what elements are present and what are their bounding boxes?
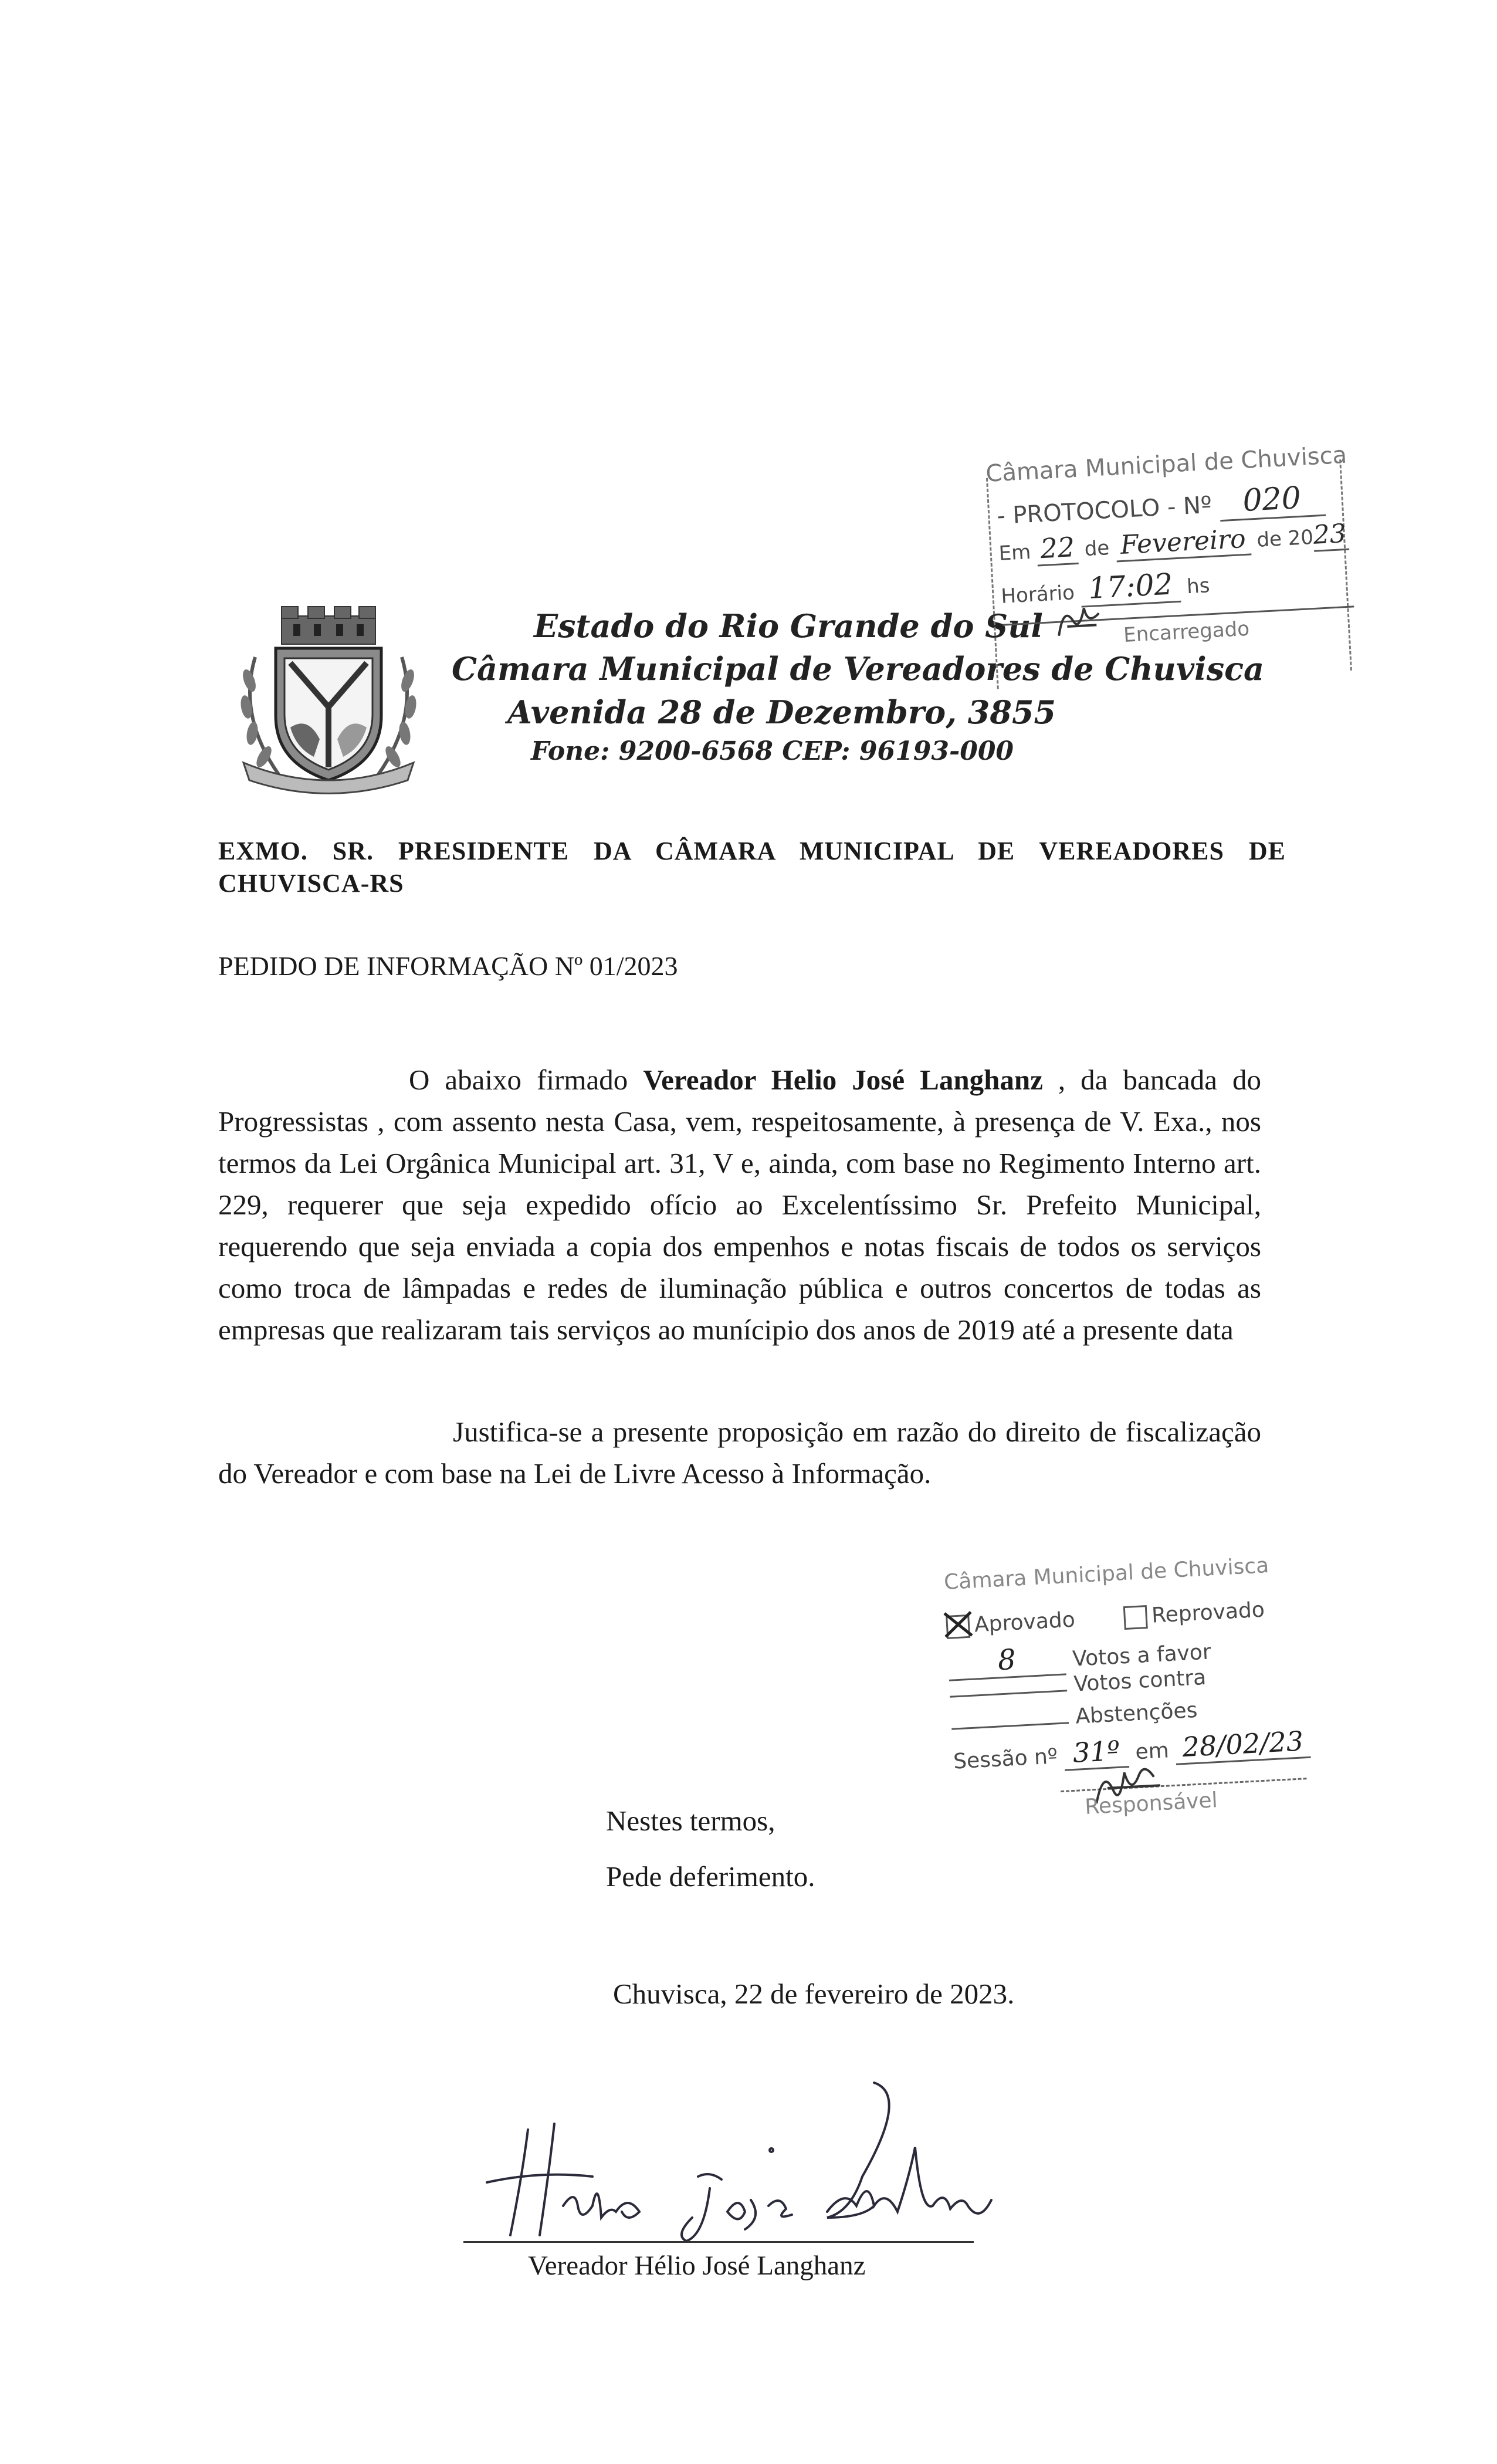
letterhead-state: Estado do Rio Grande do Sul [534, 607, 1043, 645]
closing-line-2: Pede deferimento. [606, 1860, 815, 1893]
protocol-stamp [937, 412, 1374, 739]
votes-against-blank [950, 1690, 1067, 1697]
votes-for-label: Votos a favor [1072, 1640, 1212, 1671]
protocol-month: Fevereiro [1115, 523, 1252, 562]
protocol-officer-label: Encarregado [1123, 617, 1250, 647]
approved-checkbox [946, 1615, 970, 1639]
justification-paragraph: Justifica-se a presente proposição em razão do direito de fiscalização do Vereador e com base na Lei de Livre Acesso à Informação. [218, 1416, 1261, 1490]
p1-start: O abaixo firmado [409, 1064, 643, 1096]
session-date: 28/02/23 [1174, 1725, 1311, 1765]
letterhead-address: Avenida 28 de Dezembro, 3855 [507, 693, 1056, 731]
abstentions-label: Abstenções [1075, 1698, 1198, 1729]
protocol-year-suffix: 23 [1312, 519, 1349, 552]
handwritten-signature [452, 2059, 1009, 2247]
approval-status-row [946, 1598, 1265, 1639]
votes-for-value: 8 [947, 1640, 1066, 1681]
responsible-label: Responsável [1084, 1788, 1218, 1819]
votes-against-label: Votos contra [1073, 1665, 1207, 1697]
protocol-stamp-title: Câmara Municipal de Chuvisca [985, 441, 1348, 488]
protocol-day: 22 [1036, 531, 1079, 567]
councillor-name: Vereador Helio José Langhanz [643, 1064, 1043, 1096]
addressee-line-1: EXMO. SR. PRESIDENTE DA CÂMARA MUNICIPAL DE VEREADORES DE [218, 837, 1286, 865]
request-paragraph [218, 1059, 1261, 1351]
signature-line [463, 2241, 974, 2243]
approved-label: Aprovado [973, 1607, 1076, 1637]
protocol-time: 17:02 [1080, 567, 1181, 608]
letterhead-contact: Fone: 9200-6568 CEP: 96193-000 [531, 736, 1014, 766]
abstentions-row [951, 1698, 1198, 1735]
protocol-time-label: Horário [1000, 581, 1075, 608]
protocol-time-unit: hs [1186, 574, 1211, 599]
protocol-year-prefix: de 20 [1256, 525, 1314, 552]
signatory-name: Vereador Hélio José Langhanz [528, 2250, 866, 2281]
addressee-line-2: CHUVISCA-RS [218, 869, 404, 898]
protocol-date-em: Em [998, 540, 1032, 566]
letterhead-chamber: Câmara Municipal de Vereadores de Chuvisca [452, 650, 1264, 688]
date-line: Chuvisca, 22 de fevereiro de 2023. [613, 1978, 1015, 2010]
protocol-label: - PROTOCOLO - Nº [996, 491, 1212, 530]
approval-stamp [932, 1545, 1345, 1853]
session-em: em [1134, 1738, 1170, 1765]
municipal-coat-of-arms [232, 604, 425, 798]
approval-stamp-title: Câmara Municipal de Chuvisca [943, 1553, 1270, 1595]
protocol-officer-initials [1051, 601, 1106, 648]
abstentions-blank [951, 1722, 1069, 1729]
closing-line-1: Nestes termos, [606, 1805, 775, 1837]
protocol-date-de: de [1083, 536, 1110, 561]
document-title: PEDIDO DE INFORMAÇÃO Nº 01/2023 [218, 951, 678, 981]
protocol-number: 020 [1218, 479, 1326, 522]
rejected-checkbox [1123, 1605, 1147, 1630]
session-number: 31º [1064, 1734, 1130, 1771]
p1-rest: , da bancada do Progressistas , com assento nesta Casa, vem, respeitosamente, à presença de V. Exa., nos termos da Lei Orgânica Municipal art. 31, V e, ainda, com base no Regimento Interno art. 229, requerer que seja expedido ofício ao Excelentíssimo Sr. Prefeito Municipal, requerendo que seja enviada a copia dos empenhos e notas fiscais de todos os serviços como troca de lâmpadas e redes de iluminação pública e outros concertos de todas as empresas que realizaram tais serviços ao munícipio dos anos de 2019 até a presente data [218, 1064, 1262, 1346]
rejected-label: Reprovado [1151, 1597, 1265, 1628]
session-label: Sessão nº [953, 1744, 1058, 1774]
